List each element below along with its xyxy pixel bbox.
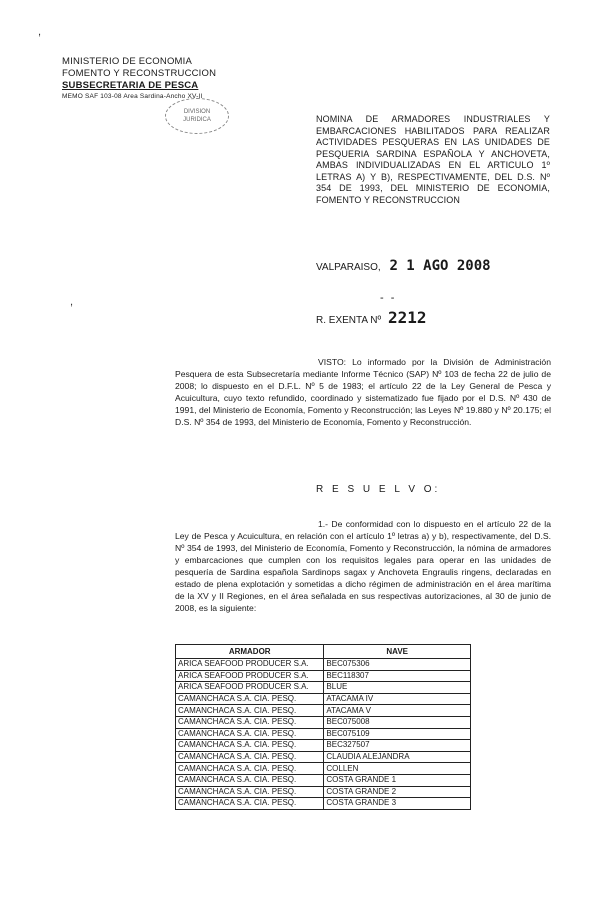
margin-mark: , [70, 296, 74, 308]
date-place: VALPARAISO, [316, 262, 381, 273]
date-stamp: 2 1 AGO 2008 [389, 258, 491, 274]
resolution-line [316, 308, 426, 327]
table-row [176, 763, 471, 775]
nave-cell: ATACAMA V [324, 705, 471, 717]
nave-cell: ATACAMA IV [324, 693, 471, 705]
nave-cell: BEC118307 [324, 670, 471, 682]
nave-cell: BEC075306 [324, 659, 471, 671]
nave-header: NAVE [324, 645, 471, 659]
resolution-label: R. EXENTA Nº [316, 315, 382, 326]
nave-cell: COLLEN [324, 763, 471, 775]
resolution-mark: - - [380, 292, 397, 304]
table-row [176, 693, 471, 705]
memo-reference: MEMO SAF 103-08 Area Sardina-Ancho XV-II [62, 93, 203, 100]
table-row [176, 728, 471, 740]
ministry-name: MINISTERIO DE ECONOMIA [62, 56, 193, 67]
table-row [176, 798, 471, 810]
visto-text: VISTO: Lo informado por la División de Administración Pesquera de esta Subsecretaría mediante Informe Técnico (SAP) Nº 103 de fecha 22 de julio de 2008; lo dispuesto en el D.F.L. Nº 5 de 1983; el artículo 22 de la Ley General de Pesca y Acuicultura, cuyo texto refundido, coordinado y sistematizado fue fijado por el D.S. Nº 430 de 1991, del Ministerio de Economía, Fomento y Reconstrucción; las Leyes Nº 19.880 y Nº 20.175; el D.S. Nº 354 de 1993, del Ministerio de Economía, Fomento y Reconstrucción. [175, 357, 551, 427]
nave-cell: BEC327507 [324, 740, 471, 752]
nave-cell: COSTA GRANDE 3 [324, 798, 471, 810]
table-header-row [176, 645, 471, 659]
table-row [176, 659, 471, 671]
armador-cell: CAMANCHACA S.A. CIA. PESQ. [176, 751, 324, 763]
document-title: NOMINA DE ARMADORES INDUSTRIALES Y EMBARCACIONES HABILITADOS PARA REALIZAR ACTIVIDADES PESQUERAS EN LAS UNIDADES DE PESQUERIA SARDINA ESPAÑOLA Y ANCHOVETA, AMBAS INDIVIDUALIZADAS EN EL ARTICULO 1º LETRAS A) Y B), RESPECTIVAMENTE, DEL D.S. Nº 354 DE 1993, DEL MINISTERIO DE ECONOMIA, FOMENTO Y RECONSTRUCCION [316, 114, 550, 205]
stamp-line-1: DIVISION [183, 109, 211, 115]
nave-cell: BEC075008 [324, 716, 471, 728]
armador-cell: ARICA SEAFOOD PRODUCER S.A. [176, 659, 324, 671]
armador-cell: CAMANCHACA S.A. CIA. PESQ. [176, 716, 324, 728]
vessel-table [175, 644, 471, 810]
corner-mark: , [38, 26, 42, 38]
armador-cell: CAMANCHACA S.A. CIA. PESQ. [176, 763, 324, 775]
armador-header: ARMADOR [176, 645, 324, 659]
clause-1-paragraph [175, 518, 551, 614]
nave-cell: COSTA GRANDE 1 [324, 774, 471, 786]
ministry-header [62, 56, 242, 101]
table-row [176, 705, 471, 717]
resuelvo-heading: R E S U E L V O: [316, 484, 441, 495]
armador-cell: CAMANCHACA S.A. CIA. PESQ. [176, 705, 324, 717]
armador-cell: CAMANCHACA S.A. CIA. PESQ. [176, 774, 324, 786]
nave-cell: BLUE [324, 682, 471, 694]
armador-cell: CAMANCHACA S.A. CIA. PESQ. [176, 740, 324, 752]
table-row [176, 670, 471, 682]
armador-cell: CAMANCHACA S.A. CIA. PESQ. [176, 798, 324, 810]
table-row [176, 740, 471, 752]
table-row [176, 716, 471, 728]
ministry-subtitle: FOMENTO Y RECONSTRUCCION [62, 68, 217, 79]
nave-cell: BEC075109 [324, 728, 471, 740]
resolution-number: 2212 [387, 308, 427, 327]
table-body [176, 659, 471, 810]
stamp-line-2: JURIDICA [183, 117, 211, 123]
armador-cell: CAMANCHACA S.A. CIA. PESQ. [176, 693, 324, 705]
table-row [176, 774, 471, 786]
armador-cell: CAMANCHACA S.A. CIA. PESQ. [176, 728, 324, 740]
table-row [176, 682, 471, 694]
armador-cell: ARICA SEAFOOD PRODUCER S.A. [176, 670, 324, 682]
armador-cell: CAMANCHACA S.A. CIA. PESQ. [176, 786, 324, 798]
table-row [176, 751, 471, 763]
armador-cell: ARICA SEAFOOD PRODUCER S.A. [176, 682, 324, 694]
nave-cell: CLAUDIA ALEJANDRA [324, 751, 471, 763]
visto-paragraph [175, 356, 551, 428]
nave-cell: COSTA GRANDE 2 [324, 786, 471, 798]
division-stamp [165, 98, 229, 134]
subsecretaria-name: SUBSECRETARIA DE PESCA [62, 80, 199, 91]
clause-1-text: 1.- De conformidad con lo dispuesto en el artículo 22 de la Ley de Pesca y Acuicultura, en relación con el artículo 1º letras a) y b), respectivamente, del D.S. Nº 354 de 1993, del Ministerio de Economía, Fomento y Reconstrucción, la nómina de armadores y embarcaciones que cumplen con los requisitos legales para operar en las unidades de pesquería de Sardina española Sardinops sagax y Anchoveta Engraulis ringens, declaradas en estado de plena explotación y sometidas a dicho régimen de administración en el área marítima de la XV y II Regiones, en el área señalada en sus respectivas autorizaciones, al 30 de junio de 2008, es la siguiente: [175, 519, 551, 613]
table-row [176, 786, 471, 798]
date-line [316, 258, 491, 274]
